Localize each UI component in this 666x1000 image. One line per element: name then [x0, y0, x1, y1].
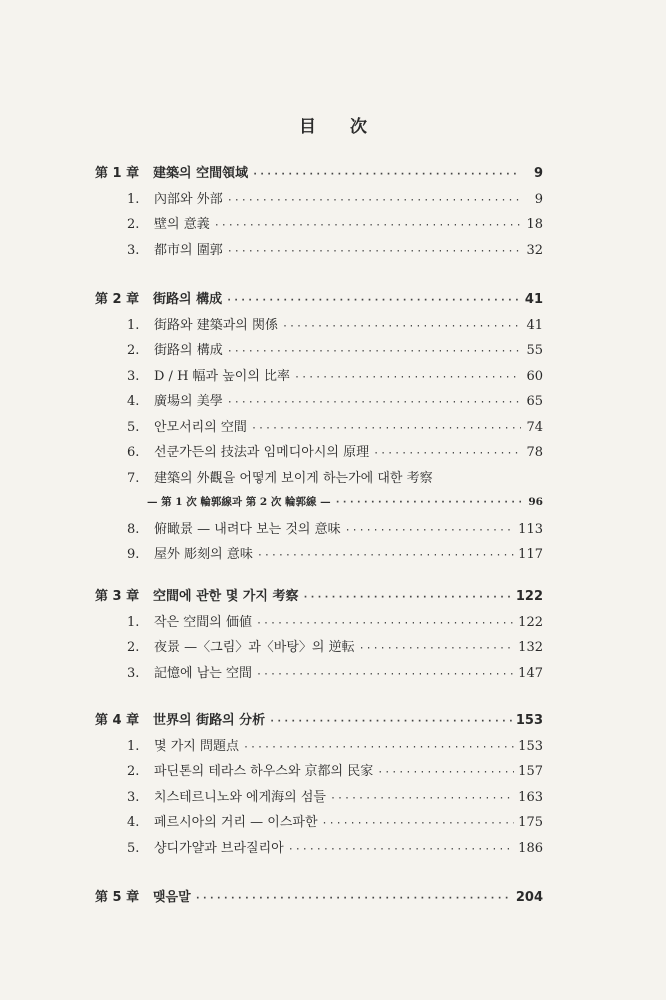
chapter-title: 맺음말 — [153, 890, 191, 905]
section-title: 페르시아의 거리 — 이스파한 — [154, 815, 318, 830]
section-title: 內部와 外部 — [154, 191, 223, 207]
chapter-entry[interactable] — [95, 288, 543, 310]
section-title: 俯瞰景 — 내려다 보는 것의 意味 — [154, 521, 341, 537]
section-title: 夜景 —〈그림〉과〈바탕〉의 逆転 — [154, 640, 355, 655]
dot-leader — [256, 669, 514, 680]
dot-leader — [251, 423, 521, 434]
section-title: 壁의 意義 — [154, 217, 210, 232]
dot-leader — [243, 742, 514, 753]
chapter-entry[interactable] — [95, 709, 543, 731]
page-number: 153 — [518, 738, 543, 754]
section-entry[interactable] — [127, 662, 543, 684]
dot-leader — [257, 550, 514, 561]
section-number: 4. — [127, 394, 140, 409]
chapter-title: 空間에 관한 몇 가지 考察 — [153, 589, 299, 604]
section-number: 9. — [127, 547, 140, 562]
chapter-title: 世界의 街路의 分析 — [153, 713, 266, 728]
page-number: 157 — [518, 764, 543, 779]
section-title: D / H 幅과 높이의 比率 — [154, 368, 291, 384]
page-number: 175 — [518, 815, 543, 830]
page-number: 9 — [533, 166, 543, 181]
section-number: 2. — [127, 764, 140, 779]
dot-leader — [288, 844, 514, 855]
section-entry[interactable] — [127, 837, 543, 859]
section-title: 記憶에 남는 空間 — [154, 665, 252, 681]
section-title: 屋外 彫刻의 意味 — [154, 547, 253, 562]
section-number: 3. — [127, 789, 140, 805]
dot-leader — [359, 643, 515, 654]
chapter-number: 第 5 章 — [95, 890, 140, 905]
section-title: 작은 空間의 価値 — [154, 614, 252, 630]
section-entry[interactable] — [127, 365, 543, 387]
section-entry[interactable] — [127, 467, 543, 489]
dot-leader — [345, 525, 515, 536]
page-title: 目 次 — [299, 117, 381, 137]
section-number: 5. — [127, 840, 140, 856]
section-number: 3. — [127, 368, 140, 384]
page-number: 122 — [518, 614, 543, 630]
dot-leader — [226, 295, 521, 306]
section-number: 1. — [127, 614, 140, 630]
section-number: 3. — [127, 665, 140, 681]
page-number: 18 — [526, 217, 543, 232]
section-entry[interactable] — [127, 543, 543, 565]
section-entry[interactable] — [127, 188, 543, 210]
dot-leader — [227, 195, 521, 206]
section-entry[interactable] — [127, 213, 543, 235]
page-number: 41 — [524, 292, 543, 307]
section-title: 街路와 建築과의 関係 — [154, 317, 278, 333]
section-number: 6. — [127, 445, 140, 460]
section-title: 샹디가얄과 브라질리아 — [154, 840, 284, 856]
section-entry[interactable] — [127, 636, 543, 658]
section-entry[interactable] — [127, 811, 543, 833]
section-entry[interactable] — [127, 611, 543, 633]
dot-leader — [335, 497, 521, 508]
page-number: 147 — [518, 665, 543, 681]
dot-leader — [322, 818, 515, 829]
section-entry[interactable] — [127, 314, 543, 336]
section-entry[interactable] — [127, 441, 543, 463]
chapter-entry[interactable] — [95, 162, 543, 184]
page-number: 153 — [515, 713, 543, 728]
dot-leader — [252, 169, 521, 180]
section-number: 2. — [127, 343, 140, 358]
chapter-number: 第 3 章 — [95, 589, 140, 604]
chapter-title: 建築의 空間領域 — [153, 166, 249, 181]
section-number: 1. — [127, 738, 140, 754]
section-number: 4. — [127, 815, 140, 830]
section-title: 都市의 圍郭 — [154, 242, 223, 258]
page-number: 132 — [518, 640, 543, 655]
section-subtitle[interactable] — [147, 494, 543, 516]
chapter-number: 第 4 章 — [95, 713, 140, 728]
page-number: 113 — [518, 521, 543, 537]
section-title: 선쿤가든의 技法과 임메디아시의 原理 — [154, 445, 370, 460]
chapter-number: 第 1 章 — [95, 166, 140, 181]
page-number: 41 — [526, 317, 543, 333]
section-title: 파딘톤의 테라스 하우스와 京都의 民家 — [154, 764, 374, 779]
section-entry[interactable] — [127, 416, 543, 438]
page-number: 60 — [526, 368, 543, 384]
page-number: 74 — [526, 419, 543, 435]
page-number: 32 — [526, 242, 543, 258]
section-title: 치스테르니노와 에게海의 섬들 — [154, 789, 326, 805]
section-number: 1. — [127, 317, 140, 333]
section-entry[interactable] — [127, 735, 543, 757]
section-entry[interactable] — [127, 239, 543, 261]
section-number: 2. — [127, 217, 140, 232]
section-title: 街路의 構成 — [154, 343, 223, 358]
section-entry[interactable] — [127, 390, 543, 412]
dot-leader — [294, 372, 521, 383]
section-entry[interactable] — [127, 339, 543, 361]
chapter-number: 第 2 章 — [95, 292, 140, 307]
chapter-entry[interactable] — [95, 585, 543, 607]
section-number: 3. — [127, 242, 140, 258]
section-number: 7. — [127, 470, 140, 486]
section-title: 建築의 外觀을 어떻게 보이게 하는가에 대한 考察 — [154, 470, 433, 486]
chapter-entry[interactable] — [95, 886, 543, 908]
section-title: — 第 1 次 輪郭線과 第 2 次 輪郭線 — — [147, 496, 331, 508]
page-number: 117 — [518, 547, 543, 562]
section-title: 안모서리의 空間 — [154, 419, 247, 435]
section-number: 5. — [127, 419, 140, 435]
dot-leader — [227, 397, 521, 408]
page-number: 9 — [534, 191, 543, 207]
section-title: 몇 가지 問題点 — [154, 738, 239, 754]
page-number: 163 — [518, 789, 543, 805]
dot-leader — [214, 220, 521, 231]
page-number: 55 — [526, 343, 543, 358]
section-title: 廣場의 美學 — [154, 394, 223, 409]
section-number: 1. — [127, 191, 140, 207]
dot-leader — [227, 346, 521, 357]
dot-leader — [302, 592, 511, 603]
page-number: 65 — [526, 394, 543, 409]
page-number: 122 — [515, 589, 543, 604]
chapter-title: 街路의 構成 — [153, 292, 223, 307]
dot-leader — [195, 893, 512, 904]
dot-leader — [256, 618, 514, 629]
section-number: 8. — [127, 521, 140, 537]
dot-leader — [373, 448, 521, 459]
dot-leader — [282, 321, 521, 332]
dot-leader — [269, 716, 512, 727]
dot-leader — [377, 767, 514, 778]
page-number: 96 — [528, 496, 543, 508]
page-number: 78 — [526, 445, 543, 460]
section-number: 2. — [127, 640, 140, 655]
page-number: 204 — [515, 890, 543, 905]
section-entry[interactable] — [127, 518, 543, 540]
dot-leader — [330, 793, 514, 804]
dot-leader — [227, 246, 521, 257]
section-entry[interactable] — [127, 786, 543, 808]
page-number: 186 — [518, 840, 543, 856]
section-entry[interactable] — [127, 760, 543, 782]
